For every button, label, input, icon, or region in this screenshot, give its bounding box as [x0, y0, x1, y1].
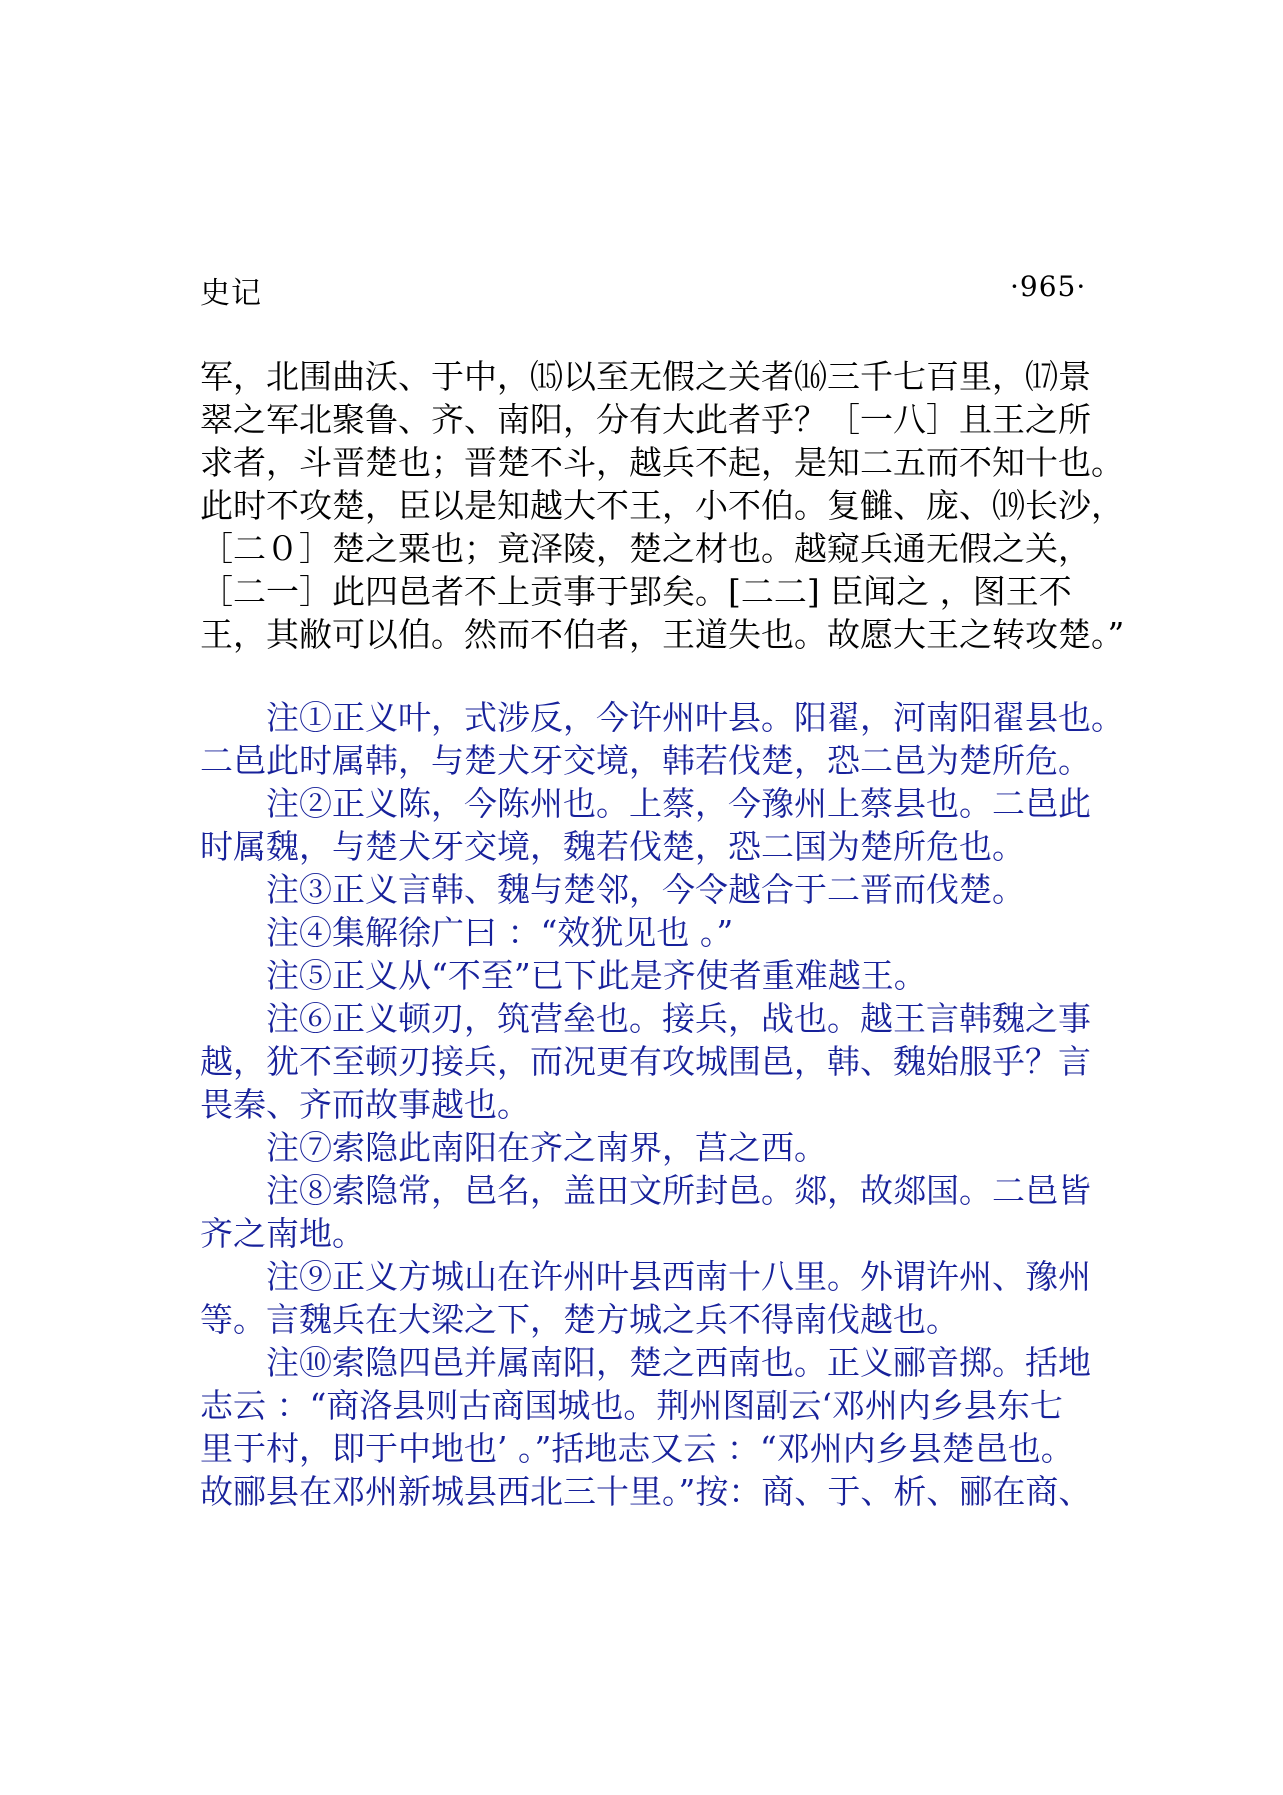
note-line: 二邑此时属韩，与楚犬牙交境，韩若伐楚，恐二邑为楚所危。	[200, 741, 1091, 780]
note-line: 等。言魏兵在大梁之下，楚方城之兵不得南伐越也。	[200, 1300, 959, 1339]
note-3	[200, 868, 1120, 911]
main-text	[200, 355, 1125, 656]
note-line: 注⑤正义从“不至”已下此是齐使者重难越王。	[266, 956, 927, 995]
running-header-title: 史记	[200, 276, 262, 311]
main-text-line: ［二一］此四邑者不上贡事于郢矣。[二二] 臣闻之 ，图王不	[200, 572, 1072, 611]
note-9	[200, 1255, 1120, 1341]
main-text-line: 此时不攻楚，臣以是知越大不王，小不伯。复雠、庞、⒆长沙，	[200, 486, 1124, 525]
note-8	[200, 1169, 1120, 1255]
note-7	[200, 1126, 1120, 1169]
main-text-line: 王，其敝可以伯。然而不伯者，王道失也。故愿大王之转攻楚。”	[200, 615, 1125, 654]
page-number: ·965·	[1010, 270, 1087, 303]
annotation-notes	[200, 696, 1124, 1513]
note-line: 注⑨正义方城山在许州叶县西南十八里。外谓许州、豫州	[266, 1257, 1091, 1296]
main-text-line: 军，北围曲沃、于中，⒂以至无假之关者⒃三千七百里，⒄景	[200, 357, 1091, 396]
note-line: 故郦县在邓州新城县西北三十里。”按：商、于、析、郦在商、	[200, 1472, 1092, 1511]
note-line: 越，犹不至顿刃接兵，而况更有攻城围邑，韩、魏始服乎？言	[200, 1042, 1091, 1081]
note-10	[200, 1341, 1120, 1513]
note-5	[200, 954, 1120, 997]
note-line: 志云 ：“商洛县则古商国城也。荆州图副云‘邓州内乡县东七	[200, 1386, 1063, 1425]
note-line: 齐之南地。	[200, 1214, 365, 1253]
main-text-line: 翠之军北聚鲁、齐、南阳，分有大此者乎？［一八］且王之所	[200, 400, 1091, 439]
note-line: 注②正义陈，今陈州也。上蔡，今豫州上蔡县也。二邑此	[266, 784, 1091, 823]
note-4	[200, 911, 1120, 954]
note-line: 注⑥正义顿刃，筑营垒也。接兵，战也。越王言韩魏之事	[266, 999, 1091, 1038]
note-line: 注⑩索隐四邑并属南阳，楚之西南也。正义郦音掷。括地	[266, 1343, 1091, 1382]
note-line: 注④集解徐广曰 ：“效犹见也 。”	[266, 913, 734, 952]
note-line: 畏秦、齐而故事越也。	[200, 1085, 530, 1124]
note-line: 里于村，即于中地也’ 。”括地志又云 ：“邓州内乡县楚邑也。	[200, 1429, 1074, 1468]
note-line: 注③正义言韩、魏与楚邻，今令越合于二晋而伐楚。	[266, 870, 1025, 909]
note-line: 时属魏，与楚犬牙交境，魏若伐楚，恐二国为楚所危也。	[200, 827, 1025, 866]
main-text-line: ［二０］楚之粟也；竟泽陵，楚之材也。越窥兵通无假之关，	[200, 529, 1091, 568]
note-6	[200, 997, 1120, 1126]
note-2	[200, 782, 1120, 868]
note-line: 注⑧索隐常，邑名，盖田文所封邑。郯，故郯国。二邑皆	[266, 1171, 1091, 1210]
note-1	[200, 696, 1124, 782]
main-text-line: 求者，斗晋楚也；晋楚不斗，越兵不起，是知二五而不知十也。	[200, 443, 1124, 482]
note-line: 注①正义叶，式涉反，今许州叶县。阳翟，河南阳翟县也。	[266, 698, 1124, 737]
note-line: 注⑦索隐此南阳在齐之南界，莒之西。	[266, 1128, 827, 1167]
